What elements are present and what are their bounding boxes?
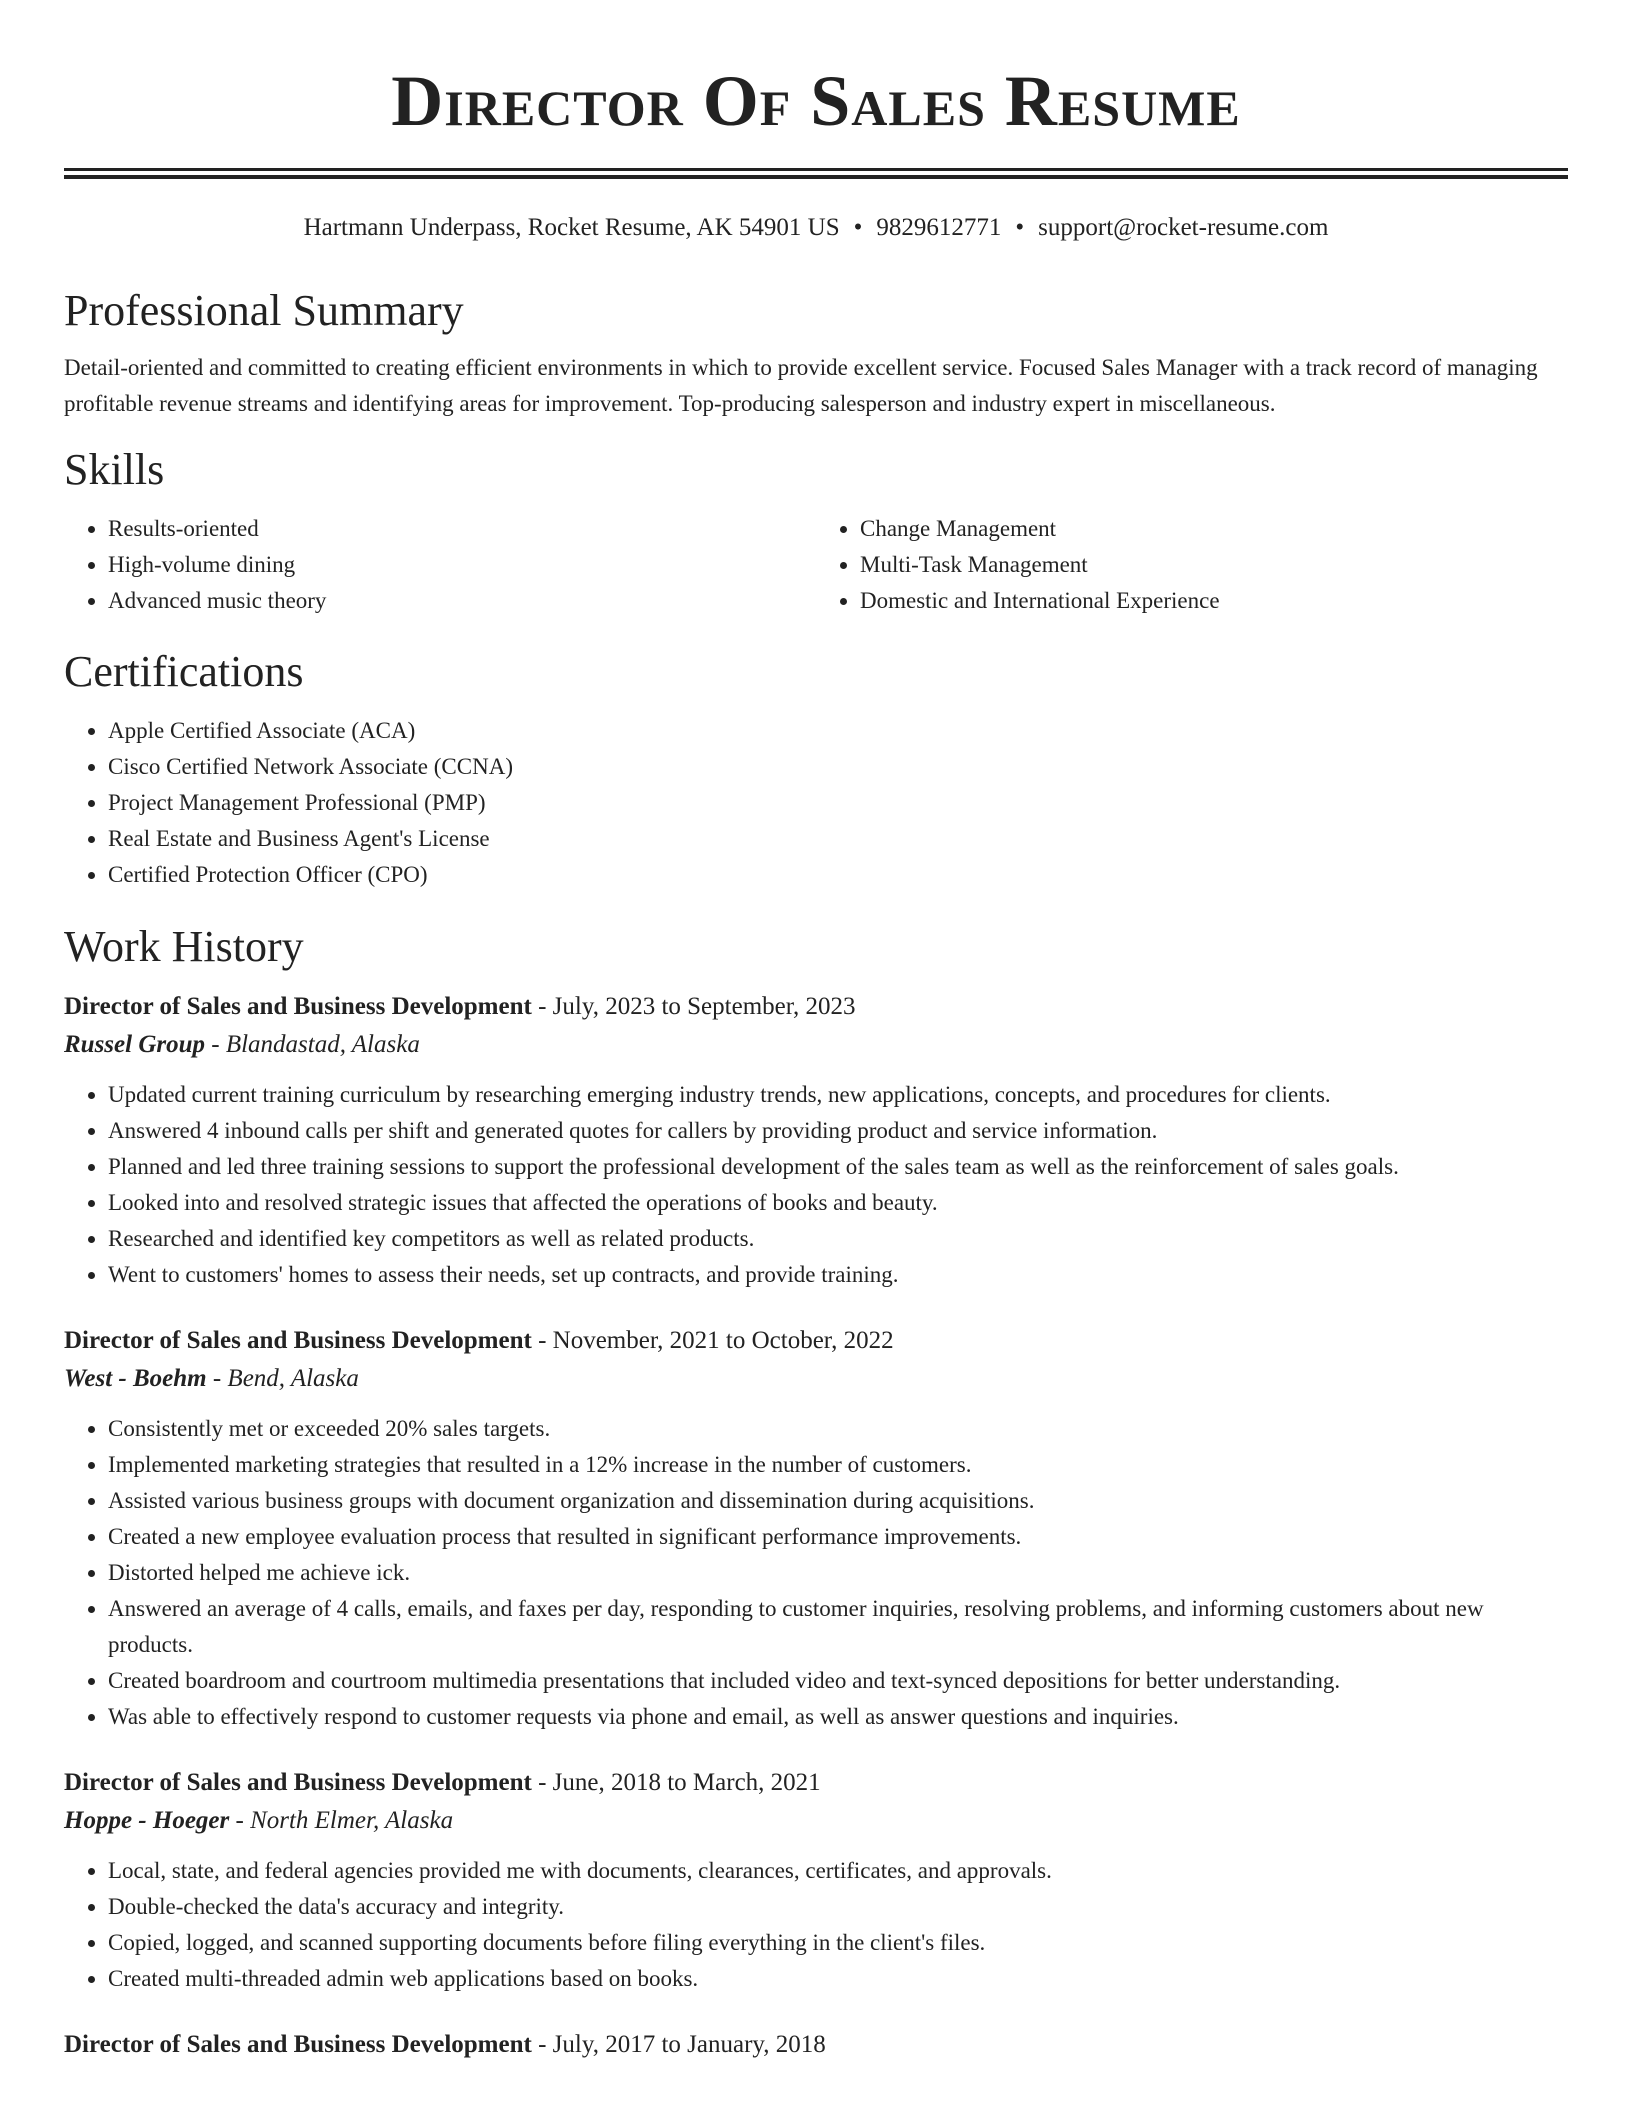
job-entry bbox=[64, 1764, 1568, 1997]
job-bullet: • Looked into and resolved strategic issues that affected the operations of books and beauty. bbox=[108, 1185, 1568, 1221]
dash-separator: - bbox=[229, 1807, 251, 1834]
skill-item: • Results-oriented bbox=[108, 511, 816, 547]
dash-separator: - bbox=[205, 1031, 226, 1058]
skills-columns bbox=[64, 511, 1568, 619]
certifications-list bbox=[64, 713, 1568, 893]
job-dates: July, 2023 to September, 2023 bbox=[552, 993, 856, 1020]
dash-separator: - bbox=[531, 2031, 553, 2058]
certification-item: • Project Management Professional (PMP) bbox=[108, 785, 1568, 821]
job-location: Bend, Alaska bbox=[227, 1365, 359, 1392]
contact-separator: • bbox=[853, 214, 863, 241]
dash-separator: - bbox=[531, 993, 553, 1020]
job-title-line bbox=[64, 2026, 1568, 2064]
work-history-heading: Work History bbox=[64, 922, 304, 971]
job-title: Director of Sales and Business Development bbox=[64, 1769, 532, 1796]
contact-email: support@rocket-resume.com bbox=[1038, 214, 1329, 241]
contact-phone: 9829612771 bbox=[876, 214, 1002, 241]
dash-separator: - bbox=[531, 1327, 553, 1354]
job-company-line bbox=[64, 1360, 1568, 1398]
job-bullet: • Was able to effectively respond to customer requests via phone and email, as well as answer questions and inquiries. bbox=[108, 1699, 1568, 1735]
skills-right-list bbox=[816, 511, 1568, 619]
job-company-line bbox=[64, 1026, 1568, 1064]
job-dates: June, 2018 to March, 2021 bbox=[552, 1769, 821, 1796]
job-title-line bbox=[64, 1322, 1568, 1360]
contact-address: Hartmann Underpass, Rocket Resume, AK 54901 US bbox=[303, 214, 840, 241]
job-entry bbox=[64, 2026, 1568, 2064]
skill-item: • Domestic and International Experience bbox=[860, 583, 1568, 619]
page-title: Director Of Sales Resume bbox=[391, 61, 1241, 141]
job-bullet: • Answered an average of 4 calls, emails, and faxes per day, responding to customer inquiries, resolving problems, and informing customers about new products. bbox=[108, 1591, 1568, 1663]
job-bullets bbox=[64, 1853, 1568, 1997]
job-bullet: • Updated current training curriculum by researching emerging industry trends, new applications, concepts, and procedures for clients. bbox=[108, 1077, 1568, 1113]
job-company: Russel Group bbox=[64, 1031, 206, 1058]
job-bullet: • Local, state, and federal agencies provided me with documents, clearances, certificates, and approvals. bbox=[108, 1853, 1568, 1889]
job-bullet: • Double-checked the data's accuracy and integrity. bbox=[108, 1889, 1568, 1925]
job-bullet: • Consistently met or exceeded 20% sales targets. bbox=[108, 1411, 1568, 1447]
job-dates: July, 2017 to January, 2018 bbox=[552, 2031, 826, 2058]
job-bullet: • Planned and led three training sessions to support the professional development of the sales team as well as the reinforcement of sales goals. bbox=[108, 1149, 1568, 1185]
job-bullet: • Researched and identified key competitors as well as related products. bbox=[108, 1221, 1568, 1257]
job-title: Director of Sales and Business Development bbox=[64, 1327, 532, 1354]
job-title: Director of Sales and Business Development bbox=[64, 993, 532, 1020]
job-bullet: • Assisted various business groups with document organization and dissemination during acquisitions. bbox=[108, 1483, 1568, 1519]
job-location: Blandastad, Alaska bbox=[225, 1031, 420, 1058]
skill-item: • Multi-Task Management bbox=[860, 547, 1568, 583]
job-bullet: • Distorted helped me achieve ick. bbox=[108, 1555, 1568, 1591]
job-location: North Elmer, Alaska bbox=[250, 1807, 454, 1834]
certification-item: • Certified Protection Officer (CPO) bbox=[108, 857, 1568, 893]
skill-item: • Change Management bbox=[860, 511, 1568, 547]
contact-line bbox=[64, 212, 1568, 244]
job-bullet: • Implemented marketing strategies that resulted in a 12% increase in the number of customers. bbox=[108, 1447, 1568, 1483]
job-bullet: • Copied, logged, and scanned supporting documents before filing everything in the client's files. bbox=[108, 1925, 1568, 1961]
contact-separator: • bbox=[1015, 214, 1025, 241]
job-bullets bbox=[64, 1411, 1568, 1735]
title-divider bbox=[64, 168, 1568, 179]
job-bullet: • Went to customers' homes to assess their needs, set up contracts, and provide training. bbox=[108, 1257, 1568, 1293]
dash-separator: - bbox=[206, 1365, 228, 1392]
job-entry bbox=[64, 1322, 1568, 1735]
skills-heading: Skills bbox=[64, 445, 165, 494]
job-bullet: • Answered 4 inbound calls per shift and generated quotes for callers by providing product and service information. bbox=[108, 1113, 1568, 1149]
skill-item: • High-volume dining bbox=[108, 547, 816, 583]
job-title-line bbox=[64, 1764, 1568, 1802]
certification-item: • Apple Certified Associate (ACA) bbox=[108, 713, 1568, 749]
job-title-line bbox=[64, 988, 1568, 1026]
job-entry bbox=[64, 988, 1568, 1293]
certification-item: • Real Estate and Business Agent's License bbox=[108, 821, 1568, 857]
job-company-line bbox=[64, 1802, 1568, 1840]
job-dates: November, 2021 to October, 2022 bbox=[552, 1327, 894, 1354]
job-bullet: • Created boardroom and courtroom multimedia presentations that included video and text-synced depositions for better understanding. bbox=[108, 1663, 1568, 1699]
job-title: Director of Sales and Business Development bbox=[64, 2031, 532, 2058]
summary-text: Detail-oriented and committed to creating efficient environments in which to provide excellent service. Focused Sales Manager with a track record of managing profitable revenue streams and identifying areas for improvement. Top-producing salesperson and industry expert in miscellaneous. bbox=[64, 355, 1538, 416]
job-company: West - Boehm bbox=[64, 1365, 207, 1392]
summary-heading: Professional Summary bbox=[64, 286, 464, 335]
dash-separator: - bbox=[531, 1769, 553, 1796]
certifications-heading: Certifications bbox=[64, 647, 304, 696]
job-bullet: • Created a new employee evaluation process that resulted in significant performance improvements. bbox=[108, 1519, 1568, 1555]
skills-left-list bbox=[64, 511, 816, 619]
job-bullets bbox=[64, 1077, 1568, 1293]
skill-item: • Advanced music theory bbox=[108, 583, 816, 619]
job-company: Hoppe - Hoeger bbox=[64, 1807, 230, 1834]
job-bullet: • Created multi-threaded admin web applications based on books. bbox=[108, 1961, 1568, 1997]
certification-item: • Cisco Certified Network Associate (CCNA) bbox=[108, 749, 1568, 785]
